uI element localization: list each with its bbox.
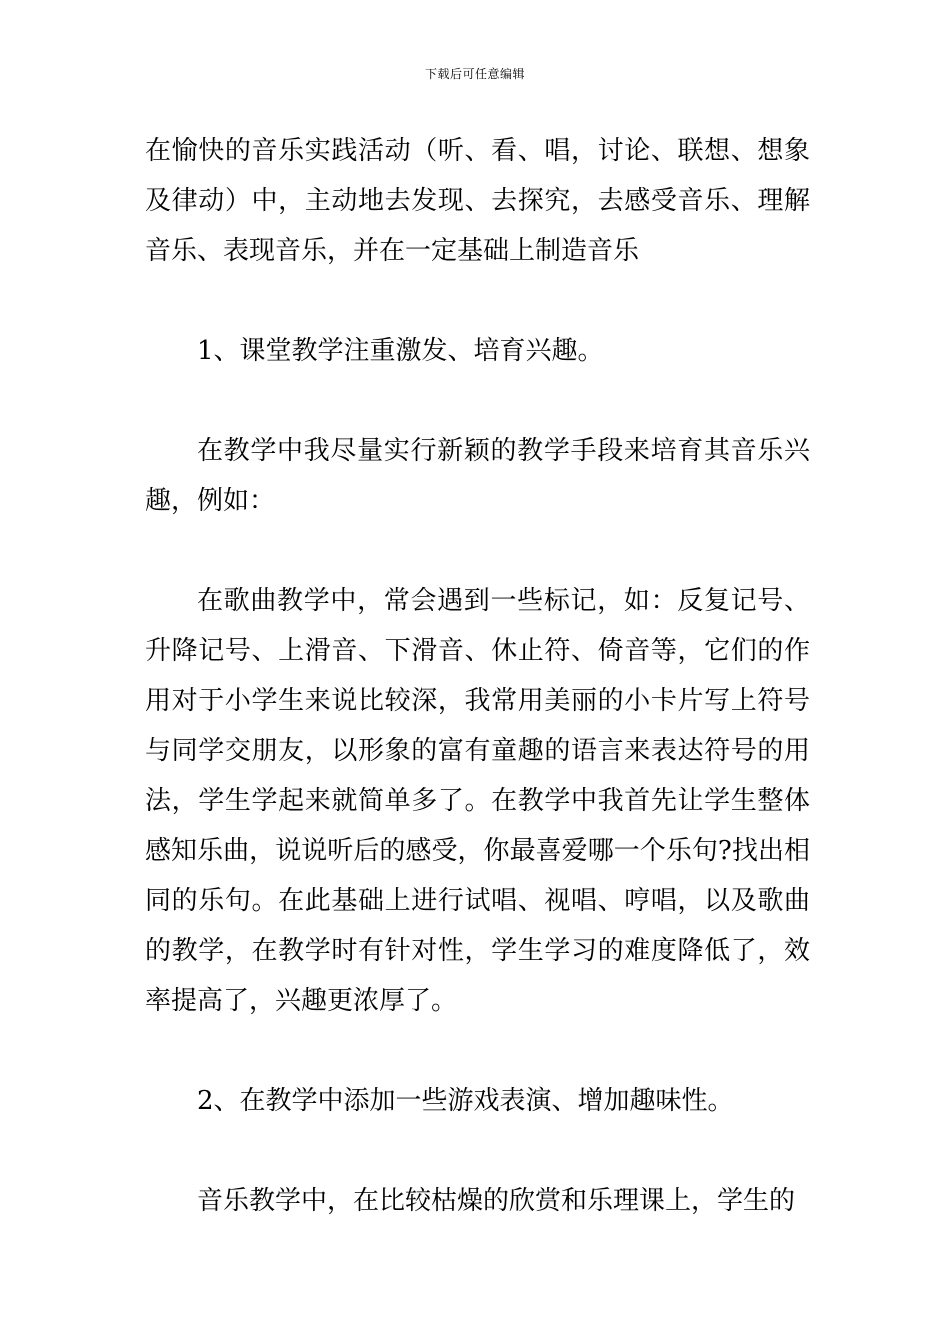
page-header: 下载后可任意编辑 [424, 67, 525, 81]
paragraph-music-teaching: 音乐教学中，在比较枯燥的欣赏和乐理课上，学生的 [197, 1186, 796, 1216]
paragraph-heading-1: 1、课堂教学注重激发、培育兴趣。 [197, 336, 604, 366]
document-body [145, 126, 810, 1226]
paragraph-heading-2: 2、在教学中添加一些游戏表演、增加趣味性。 [197, 1086, 734, 1116]
paragraph-song-teaching: 在歌曲教学中，常会遇到一些标记，如：反复记号、升降记号、上滑音、下滑音、休止符、倚音等，它们的作用对于小学生来说比较深，我常用美丽的小卡片写上符号与同学交朋友，以形象的富有童趣的语言来表达符号的用法，学生学起来就简单多了。在教学中我首先让学生整体感知乐曲，说说听后的感受，你最喜爱哪一个乐句?找出相同的乐句。在此基础上进行试唱、视唱、哼唱，以及歌曲的教学，在教学时有针对性，学生学习的难度降低了，效率提高了，兴趣更浓厚了。 [145, 586, 810, 1016]
paragraph-intro: 在愉快的音乐实践活动（听、看、唱，讨论、联想、想象及律动）中，主动地去发现、去探究，去感受音乐、理解音乐、表现音乐，并在一定基础上制造音乐 [145, 136, 810, 266]
paragraph-teaching-methods: 在教学中我尽量实行新颖的教学手段来培育其音乐兴趣，例如： [145, 436, 810, 516]
